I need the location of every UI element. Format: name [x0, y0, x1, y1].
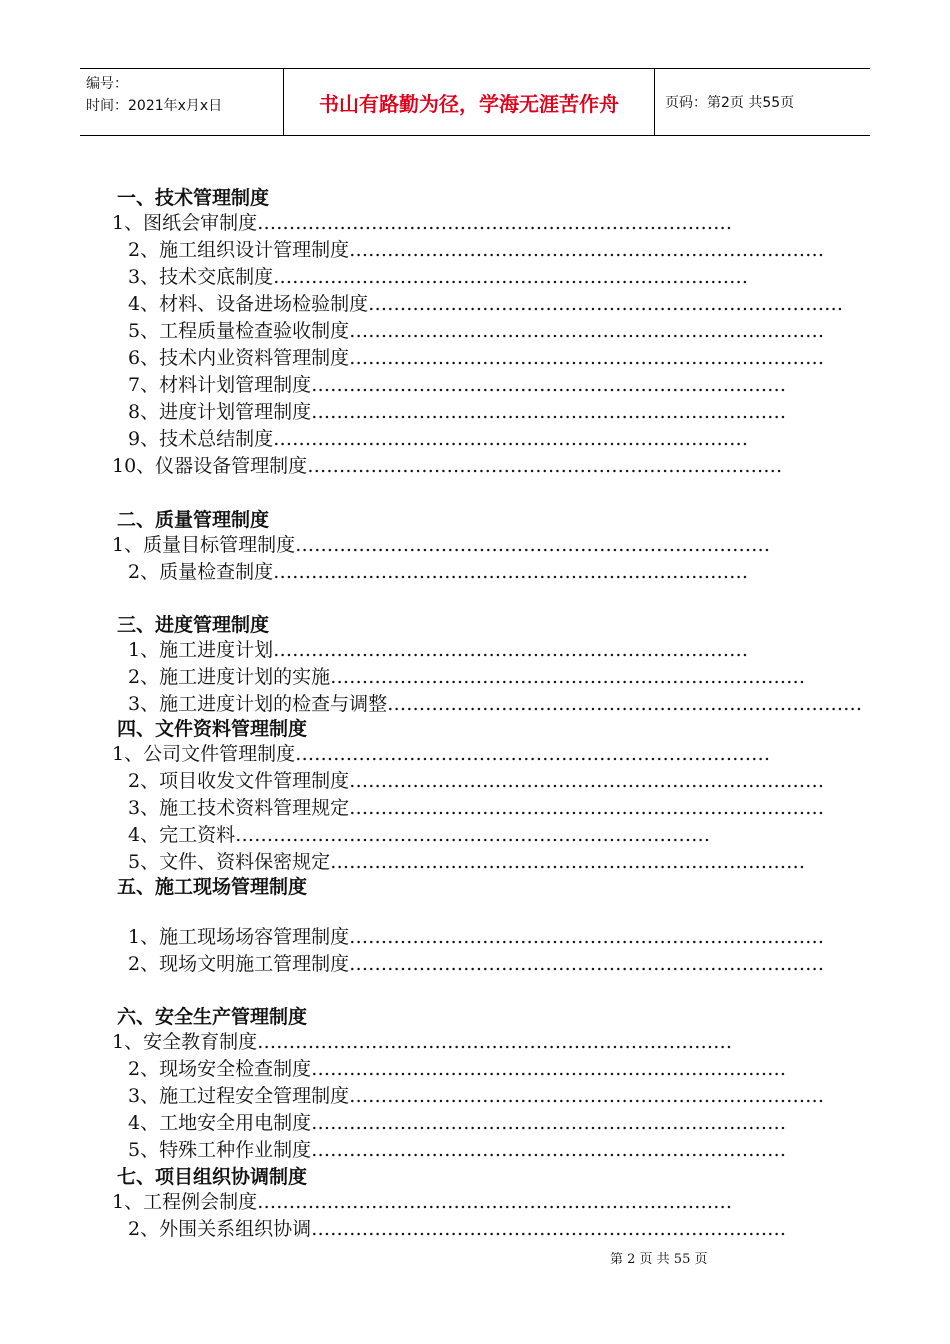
toc-leader-dots: ………………………………………………………………… — [387, 693, 863, 715]
toc-item[interactable] — [128, 1110, 787, 1136]
toc-leader-dots: ………………………………………………………………… — [311, 1218, 787, 1240]
toc-item-label: 3、施工过程安全管理制度 — [128, 1085, 350, 1107]
toc-item[interactable] — [128, 318, 825, 344]
toc-item-label: 5、文件、资料保密规定 — [128, 851, 331, 873]
toc-leader-dots: ………………………………………………………………… — [257, 1191, 733, 1213]
header-motto: 书山有路勤为径，学海无涯苦作舟 — [283, 69, 655, 135]
toc-item[interactable] — [128, 1216, 787, 1242]
toc-item[interactable] — [128, 951, 825, 977]
toc-section-title: 一、技术管理制度 — [117, 187, 270, 209]
toc-item[interactable] — [128, 691, 863, 717]
toc-item-label: 3、施工技术资料管理规定 — [128, 797, 350, 819]
toc-item[interactable] — [128, 372, 787, 398]
toc-item-label: 1、工程例会制度 — [112, 1191, 258, 1213]
toc-item-label: 4、工地安全用电制度 — [128, 1112, 312, 1134]
page-footer: 第 2 页 共 55 页 — [610, 1252, 708, 1267]
toc-item[interactable] — [112, 453, 783, 479]
toc-leader-dots: ………………………………………………………………… — [349, 797, 825, 819]
toc-section-title: 七、项目组织协调制度 — [117, 1166, 308, 1188]
toc-item[interactable] — [128, 264, 768, 290]
toc-item-label: 2、施工进度计划的实施 — [128, 666, 331, 688]
toc-leader-dots: ………………………………………………………………… — [368, 293, 844, 315]
toc-item[interactable] — [128, 664, 806, 690]
toc-leader-dots: ………………………………………………………………… — [273, 561, 749, 583]
toc-leader-dots: ………………………………………………………………… — [257, 1031, 733, 1053]
toc-item-label: 8、进度计划管理制度 — [128, 401, 312, 423]
toc-section-title: 二、质量管理制度 — [117, 509, 270, 531]
toc-item[interactable] — [128, 822, 768, 848]
toc-leader-dots: ………………………………………………………………… — [311, 1058, 787, 1080]
toc-item-label: 3、技术交底制度 — [128, 266, 274, 288]
toc-leader-dots: ………………………………………………………………… — [273, 639, 749, 661]
toc-item[interactable] — [128, 924, 825, 950]
toc-item[interactable] — [112, 1029, 752, 1055]
toc-item[interactable] — [128, 399, 787, 425]
toc-item[interactable] — [128, 768, 825, 794]
toc-leader-dots: ………………………………………………………………… — [349, 1085, 825, 1107]
toc-leader-dots: ………………………………………………………………… — [257, 212, 733, 234]
toc-item-label: 2、项目收发文件管理制度 — [128, 770, 350, 792]
toc-item[interactable] — [128, 345, 825, 371]
toc-item-label: 5、工程质量检查验收制度 — [128, 320, 350, 342]
toc-item-label: 6、技术内业资料管理制度 — [128, 347, 350, 369]
toc-item[interactable] — [128, 237, 825, 263]
toc-item-label: 3、施工进度计划的检查与调整 — [128, 693, 388, 715]
toc-section-title: 六、安全生产管理制度 — [117, 1006, 308, 1028]
toc-item[interactable] — [128, 1083, 825, 1109]
toc-item-label: 9、技术总结制度 — [128, 428, 274, 450]
date-label: 时间：2021年x月x日 — [86, 98, 223, 114]
toc-leader-dots: ………………………………………………………………… — [349, 239, 825, 261]
toc-leader-dots: ………………………………………………………………… — [311, 374, 787, 396]
toc-leader-dots: ………………………………………………………………… — [330, 666, 806, 688]
toc-item-label: 2、质量检查制度 — [128, 561, 274, 583]
toc-leader-dots: ………………………………………………………………… — [311, 1139, 787, 1161]
toc-leader-dots: ………………………………………………………………… — [307, 455, 783, 477]
toc-leader-dots: ………………………………………………………………… — [295, 534, 771, 556]
toc-item-label: 1、公司文件管理制度 — [112, 743, 296, 765]
toc-leader-dots: ………………………………………………………………… — [349, 953, 825, 975]
toc-item[interactable] — [112, 1189, 752, 1215]
header-page-info: 页码：第2页 共55页 — [665, 95, 795, 111]
toc-item-label: 1、质量目标管理制度 — [112, 534, 296, 556]
toc-leader-dots: ………………………………………………………………… — [295, 743, 771, 765]
toc-item-label: 7、材料计划管理制度 — [128, 374, 312, 396]
toc-item-label: 2、现场文明施工管理制度 — [128, 953, 350, 975]
toc-leader-dots: ………………………………………………………………… — [311, 1112, 787, 1134]
toc-leader-dots: ………………………………………………………………… — [273, 266, 749, 288]
toc-item[interactable] — [128, 795, 825, 821]
toc-item[interactable] — [128, 637, 768, 663]
toc-item-label: 10、仪器设备管理制度 — [112, 455, 308, 477]
toc-item[interactable] — [112, 532, 771, 558]
toc-item[interactable] — [128, 849, 806, 875]
toc-item-label: 2、现场安全检查制度 — [128, 1058, 312, 1080]
toc-item-label: 1、安全教育制度 — [112, 1031, 258, 1053]
serial-label: 编号： — [86, 76, 128, 92]
toc-item-label: 4、完工资料 — [128, 824, 236, 846]
toc-item-label: 1、施工进度计划 — [128, 639, 274, 661]
toc-item-label: 4、材料、设备进场检验制度 — [128, 293, 369, 315]
toc-item[interactable] — [128, 1056, 787, 1082]
toc-item-label: 2、施工组织设计管理制度 — [128, 239, 350, 261]
toc-item[interactable] — [128, 291, 844, 317]
toc-item[interactable] — [128, 1137, 787, 1163]
toc-leader-dots: ………………………………………………………………… — [349, 320, 825, 342]
toc-section-title: 五、施工现场管理制度 — [117, 876, 308, 898]
toc-section-title: 四、文件资料管理制度 — [117, 718, 308, 740]
toc-leader-dots: ………………………………………………………………… — [235, 824, 711, 846]
toc-item-label: 1、施工现场场容管理制度 — [128, 926, 350, 948]
toc-item-label: 1、图纸会审制度 — [112, 212, 258, 234]
toc-leader-dots: ………………………………………………………………… — [349, 770, 825, 792]
toc-leader-dots: ………………………………………………………………… — [349, 347, 825, 369]
toc-leader-dots: ………………………………………………………………… — [273, 428, 749, 450]
toc-item-label: 5、特殊工种作业制度 — [128, 1139, 312, 1161]
toc-item[interactable] — [112, 210, 752, 236]
toc-item-label: 2、外围关系组织协调 — [128, 1218, 312, 1240]
toc-item[interactable] — [128, 426, 768, 452]
toc-item[interactable] — [128, 559, 768, 585]
toc-leader-dots: ………………………………………………………………… — [330, 851, 806, 873]
toc-leader-dots: ………………………………………………………………… — [311, 401, 787, 423]
toc-section-title: 三、进度管理制度 — [117, 614, 270, 636]
toc-item[interactable] — [112, 741, 771, 767]
toc-leader-dots: ………………………………………………………………… — [349, 926, 825, 948]
